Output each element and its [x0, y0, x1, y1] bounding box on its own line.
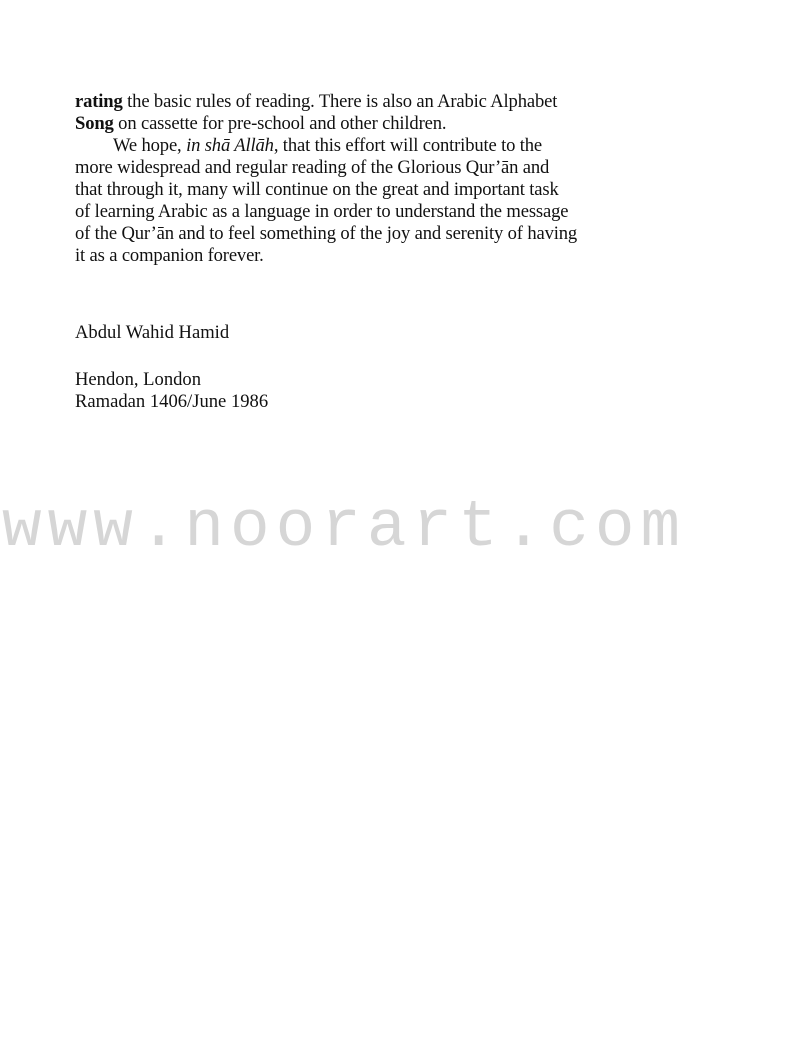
- text-line: that through it, many will continue on the great and important task: [75, 179, 559, 200]
- text-line: it as a companion forever.: [75, 245, 264, 266]
- text-line: [75, 113, 635, 135]
- line-pre: We hope,: [113, 135, 187, 156]
- place-and-date: [75, 369, 268, 413]
- watermark: www.noorart.com: [2, 490, 687, 565]
- italic-phrase: in shā Allāh: [186, 135, 274, 156]
- text-line: of the Qur’ān and to feel something of the joy and serenity of having: [75, 223, 578, 244]
- line-rest: on cassette for pre-school and other children.: [113, 113, 447, 134]
- line-lead: Song: [75, 113, 114, 134]
- line-rest: the basic rules of reading. There is also an Arabic Alphabet: [122, 91, 558, 112]
- line-lead: rating: [75, 91, 123, 112]
- text-line: [75, 91, 635, 113]
- body-text: [75, 91, 635, 267]
- author-signature: Abdul Wahid Hamid: [75, 322, 230, 343]
- line-post: , that this effort will contribute to the: [273, 135, 543, 156]
- location: Hendon, London: [75, 369, 202, 390]
- date: Ramadan 1406/June 1986: [75, 391, 269, 412]
- text-line: of learning Arabic as a language in order to understand the message: [75, 201, 569, 222]
- text-line: [75, 135, 635, 157]
- text-line: more widespread and regular reading of the Glorious Qur’ān and: [75, 157, 550, 178]
